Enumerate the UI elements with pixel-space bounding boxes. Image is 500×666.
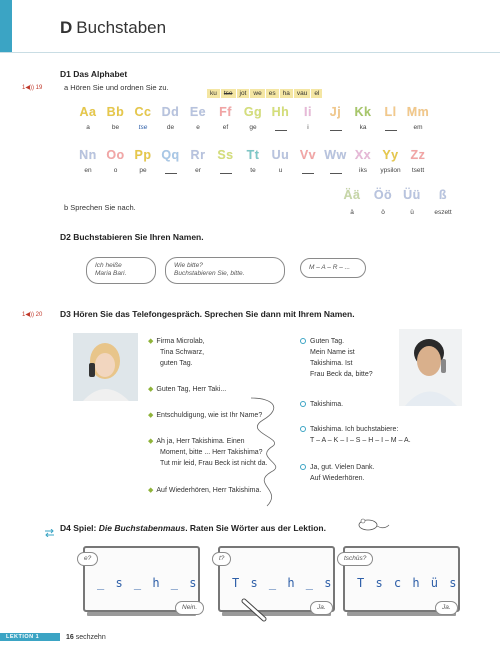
- alphabet-sound: a: [86, 124, 90, 131]
- dialog-text-content: Takishima. Ich buchstabiere:: [310, 426, 399, 433]
- dialog-text-content: Takishima. Ist: [310, 359, 353, 367]
- board-word: T s _ h _ s: [232, 576, 334, 590]
- answer-blank[interactable]: [330, 124, 342, 131]
- section-letter: D: [60, 18, 73, 37]
- alphabet-sound: em: [413, 124, 423, 131]
- alphabet-letter: Oo: [106, 148, 125, 162]
- alphabet-sound: tse: [138, 124, 148, 131]
- answer-blank[interactable]: [220, 167, 232, 174]
- dialog-text: [148, 359, 205, 370]
- d4-heading-game: Die Buchstabenmaus: [98, 523, 186, 533]
- alphabet-letter: Hh: [271, 105, 290, 119]
- alphabet-sound: [293, 167, 323, 176]
- dialog-text-content: Mein Name ist: [310, 348, 355, 356]
- chip: we: [250, 89, 264, 98]
- d4-heading: [60, 523, 326, 533]
- dialog-text-content: Moment, bitte ... Herr Takishima?: [160, 448, 263, 456]
- chip: ku: [207, 89, 220, 98]
- audio-track-icon[interactable]: 1◀)) 20: [22, 312, 43, 318]
- alphabet-sound: ypsilon: [380, 167, 401, 174]
- alphabet-letter: Ss: [217, 148, 234, 162]
- answer-bubble: Ja.: [435, 601, 458, 615]
- alphabet-sound: eszett: [434, 209, 452, 216]
- speech-bubble-3: M – A – R – ...: [300, 258, 366, 278]
- alphabet-letter: Rr: [190, 148, 206, 162]
- speech-bubble-2: [165, 257, 285, 284]
- alphabet-sound: be: [111, 124, 120, 131]
- alphabet-letter: Kk: [354, 105, 372, 119]
- alphabet-letter: Jj: [329, 105, 342, 119]
- marker-pen-icon: [240, 597, 270, 625]
- alphabet-letter: Uu: [271, 148, 290, 162]
- diamond-bullet-icon: ◆: [148, 386, 154, 393]
- man-phone-photo: [399, 329, 462, 406]
- alphabet-sound: ef: [222, 124, 229, 131]
- answer-bubble: Nein.: [175, 601, 204, 615]
- dialog-text: [148, 348, 205, 359]
- alphabet-letter: Ii: [304, 105, 312, 119]
- header-divider: [0, 52, 500, 53]
- d1-task-b: b Sprechen Sie nach.: [64, 203, 136, 212]
- alphabet-letter: Pp: [134, 148, 152, 162]
- d3-heading: D3 Hören Sie das Telefongespräch. Sprechen Sie dann mit Ihrem Namen.: [60, 309, 355, 319]
- dialog-text-content: Tut mir leid, Frau Beck ist nicht da.: [160, 459, 268, 467]
- dialog-text-content: Guten Tag.: [310, 338, 345, 345]
- alphabet-letter: Vv: [299, 148, 317, 162]
- woman-phone-photo: [73, 333, 138, 401]
- alphabet-letter: Xx: [354, 148, 372, 162]
- dialog-text-content: Entschuldigung, wie ist Ihr Name?: [156, 412, 263, 419]
- page-title: [60, 18, 166, 38]
- alphabet-sound: u: [278, 167, 283, 174]
- answer-blank[interactable]: [302, 167, 314, 174]
- dialog-text-content: T – A – K – I – S – H – I – M – A.: [310, 436, 411, 444]
- alphabet-sound: iks: [359, 167, 367, 174]
- mouse-icon: [356, 517, 390, 531]
- alphabet-sound: [211, 167, 241, 176]
- alphabet-sound: ka: [359, 124, 367, 131]
- bubble-line: Maria Bari.: [95, 270, 127, 278]
- word-chips: [207, 82, 323, 100]
- d1-task-a: a Hören Sie und ordnen Sie zu.: [64, 83, 169, 92]
- footer-page-word: sechzehn: [75, 634, 106, 641]
- alphabet-letter: Nn: [79, 148, 97, 162]
- dialog-text: [300, 348, 373, 359]
- alphabet-letter: Üü: [403, 188, 421, 202]
- dialog-line: [148, 385, 226, 396]
- d4-heading-suffix: . Raten Sie Wörter aus der Lektion.: [185, 523, 326, 533]
- dialog-zigzag-line: [243, 380, 303, 510]
- footer-lesson-bar: [0, 633, 60, 641]
- alphabet-sound: e: [196, 124, 200, 131]
- dialog-text-content: Frau Beck da, bitte?: [310, 370, 373, 378]
- footer-page: [66, 634, 106, 641]
- alphabet-sound: [321, 124, 351, 133]
- alphabet-letter: Aa: [79, 105, 97, 119]
- guess-bubble: t?: [212, 552, 231, 566]
- alphabet-sound: o: [113, 167, 118, 174]
- guess-bubble: e?: [77, 552, 98, 566]
- diamond-bullet-icon: ◆: [148, 438, 154, 445]
- dialog-text: [148, 385, 226, 396]
- d4-heading-prefix: D4 Spiel:: [60, 523, 99, 533]
- answer-bubble: Ja.: [310, 601, 333, 615]
- dialog-text: [300, 400, 343, 411]
- alphabet-letter: Tt: [246, 148, 260, 162]
- chip: jot: [237, 89, 250, 98]
- diamond-bullet-icon: ◆: [148, 338, 154, 345]
- alphabet-sound: tsett: [411, 167, 425, 174]
- dialog-text-content: Ah ja, Herr Takishima. Einen: [156, 438, 245, 445]
- header-accent-bar: [0, 0, 12, 52]
- dialog-line: [300, 463, 374, 485]
- dialog-text-content: Ja, gut. Vielen Dank.: [310, 464, 375, 471]
- speech-bubble-1: [86, 257, 156, 284]
- alphabet-sound: er: [195, 167, 201, 174]
- alphabet-sound: [156, 167, 186, 176]
- board-word: T s c h ü s: [357, 576, 459, 590]
- dialog-text: [148, 337, 205, 348]
- answer-blank[interactable]: [330, 167, 342, 174]
- alphabet-sound: de: [166, 124, 175, 131]
- alphabet-letter: ß: [438, 188, 448, 202]
- chip: ha: [280, 89, 293, 98]
- alphabet-letter: Cc: [134, 105, 152, 119]
- alphabet-sound: en: [84, 167, 92, 174]
- section-title: Buchstaben: [76, 18, 167, 37]
- alphabet-sound: i: [307, 124, 309, 131]
- alphabet-sound: [266, 124, 296, 133]
- dialog-text-content: Guten Tag, Herr Taki...: [156, 386, 227, 393]
- bubble-line: Buchstabieren Sie, bitte.: [174, 270, 245, 278]
- dialog-text-content: Tina Schwarz,: [160, 348, 205, 356]
- alphabet-letter: Bb: [106, 105, 125, 119]
- audio-track-icon[interactable]: 1◀)) 19: [22, 85, 43, 91]
- answer-blank[interactable]: [385, 124, 397, 131]
- dialog-text: [300, 359, 373, 370]
- d2-heading: D2 Buchstabieren Sie Ihren Namen.: [60, 232, 204, 242]
- dialog-line: [148, 337, 205, 370]
- answer-blank[interactable]: [275, 124, 287, 131]
- alphabet-sound: [321, 167, 351, 176]
- dialog-text: [300, 337, 373, 348]
- bubble-line: Wie bitte?: [174, 262, 203, 269]
- alphabet-letter: Ff: [219, 105, 232, 119]
- chip: el: [311, 89, 322, 98]
- alphabet-letter: Yy: [382, 148, 399, 162]
- dialog-text: [300, 425, 411, 436]
- diamond-bullet-icon: ◆: [148, 487, 154, 494]
- dialog-text-content: Takishima.: [310, 401, 344, 408]
- alphabet-letter: Dd: [161, 105, 180, 119]
- alphabet-sound: te: [250, 167, 256, 174]
- chip: vau: [294, 89, 310, 98]
- chip: tse: [221, 89, 236, 98]
- alphabet-sound: pe: [139, 167, 147, 174]
- dialog-text-content: Auf Wiederhören, Herr Takishima.: [156, 487, 262, 494]
- alphabet-letter: Ee: [189, 105, 207, 119]
- dialog-text: [300, 474, 374, 485]
- bubble-line: Ich heiße: [95, 262, 122, 269]
- dialog-text-content: Firma Microlab,: [156, 338, 205, 345]
- alphabet-sound: [376, 124, 406, 133]
- alphabet-sound: ö: [381, 209, 385, 216]
- dialog-line: [300, 337, 373, 380]
- alphabet-letter: Mm: [406, 105, 430, 119]
- alphabet-letter: Gg: [243, 105, 263, 119]
- alphabet-letter: Öö: [373, 188, 393, 202]
- board-word: _ s _ h _ s: [97, 576, 199, 590]
- dialog-text: [300, 370, 373, 381]
- alphabet-letter: Zz: [410, 148, 426, 162]
- swap-arrows-icon: [44, 524, 55, 532]
- alphabet-letter: Ää: [343, 188, 361, 202]
- alphabet-letter: Ww: [324, 148, 347, 162]
- dialog-line: [300, 400, 343, 411]
- footer-lesson: LEKTION 1: [6, 634, 40, 640]
- alphabet-sound: ü: [410, 209, 414, 216]
- dialog-text: [300, 463, 374, 474]
- dialog-line: [300, 425, 411, 447]
- answer-blank[interactable]: [165, 167, 177, 174]
- dialog-text-content: Auf Wiederhören.: [310, 474, 365, 482]
- footer-page-num: 16: [66, 634, 74, 641]
- guess-bubble: tschüs?: [337, 552, 373, 566]
- dialog-text-content: guten Tag.: [160, 359, 193, 367]
- alphabet-sound: ge: [249, 124, 257, 131]
- alphabet-sound: ä: [350, 209, 354, 216]
- circle-bullet-icon: [300, 338, 306, 344]
- chip: es: [266, 89, 279, 98]
- alphabet-letter: Qq: [161, 148, 180, 162]
- alphabet-letter: Ll: [384, 105, 397, 119]
- d1-heading: D1 Das Alphabet: [60, 69, 128, 79]
- diamond-bullet-icon: ◆: [148, 412, 154, 419]
- dialog-text: [300, 436, 411, 447]
